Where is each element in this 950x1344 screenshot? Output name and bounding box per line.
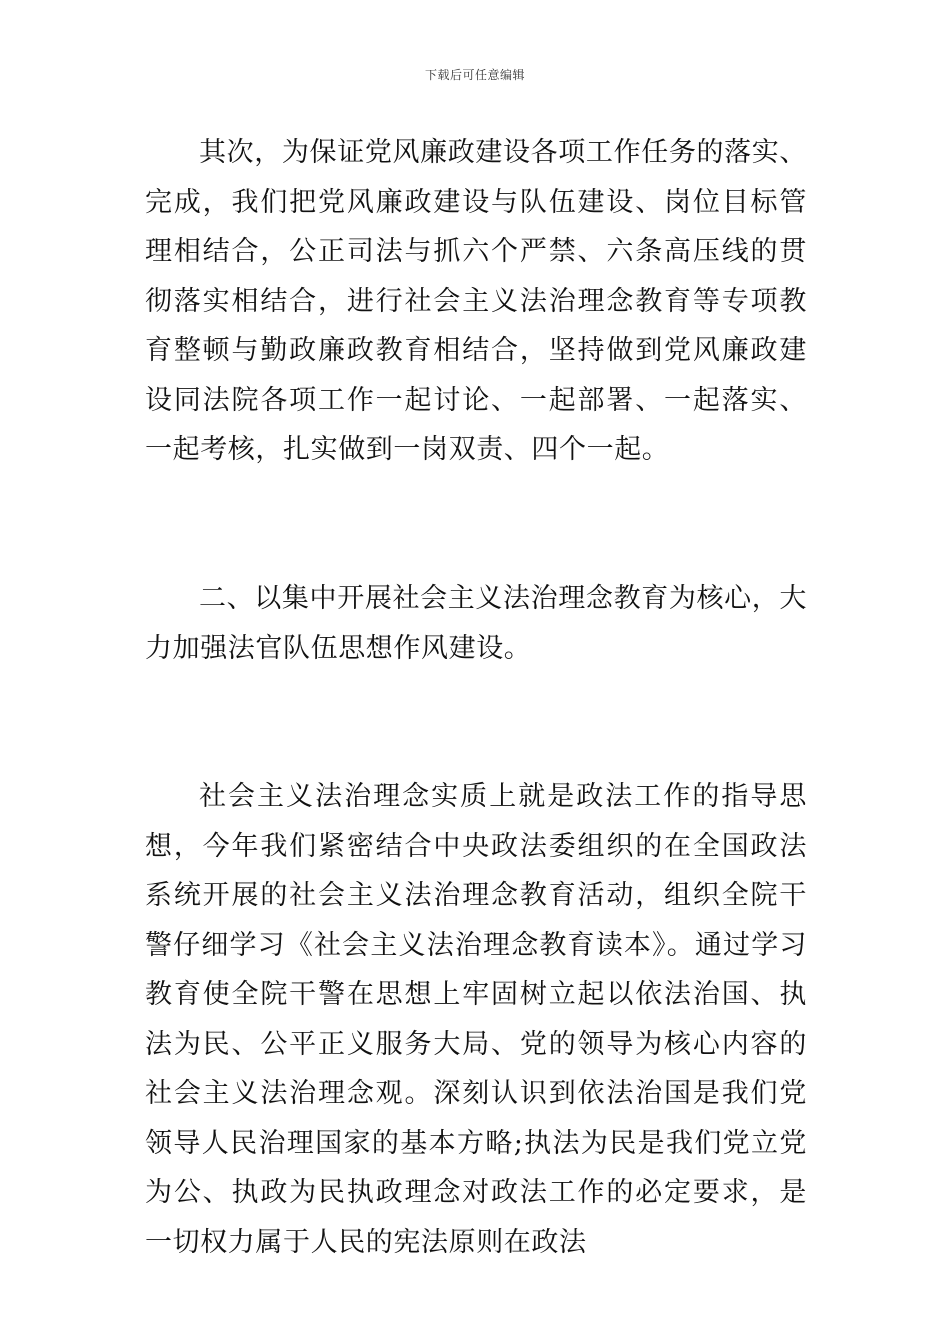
header-note: 下载后可任意编辑 xyxy=(424,68,525,82)
paragraph-rule-of-law: 社会主义法治理念实质上就是政法工作的指导思想，今年我们紧密结合中央政法委组织的在全国政法系统开展的社会主义法治理念教育活动，组织全院干警仔细学习《社会主义法治理念教育读本》。通过学习教育使全院干警在思想上牢固树立起以依法治国、执法为民、公平正义服务大局、党的领导为核心内容的社会主义法治理念观。深刻认识到依法治国是我们党领导人民治理国家的基本方略;执法为民是我们党立党为公、执政为民执政理念对政法工作的必定要求，是一切权力属于人民的宪法原则在政法 xyxy=(145,781,807,1258)
heading-block xyxy=(145,574,807,673)
section-heading-two: 二、以集中开展社会主义法治理念教育为核心，大力加强法官队伍思想作风建设。 xyxy=(145,583,807,664)
paragraph-responsibility: 其次，为保证党风廉政建设各项工作任务的落实、完成，我们把党风廉政建设与队伍建设、岗位目标管理相结合，公正司法与抓六个严禁、六条高压线的贯彻落实相结合，进行社会主义法治理念教育等专项教育整顿与勤政廉政教育相结合，坚持做到党风廉政建设同法院各项工作一起讨论、一起部署、一起落实、一起考核，扎实做到一岗双责、四个一起。 xyxy=(145,137,807,465)
paragraph-block xyxy=(145,128,807,475)
paragraph-block xyxy=(145,772,807,1267)
